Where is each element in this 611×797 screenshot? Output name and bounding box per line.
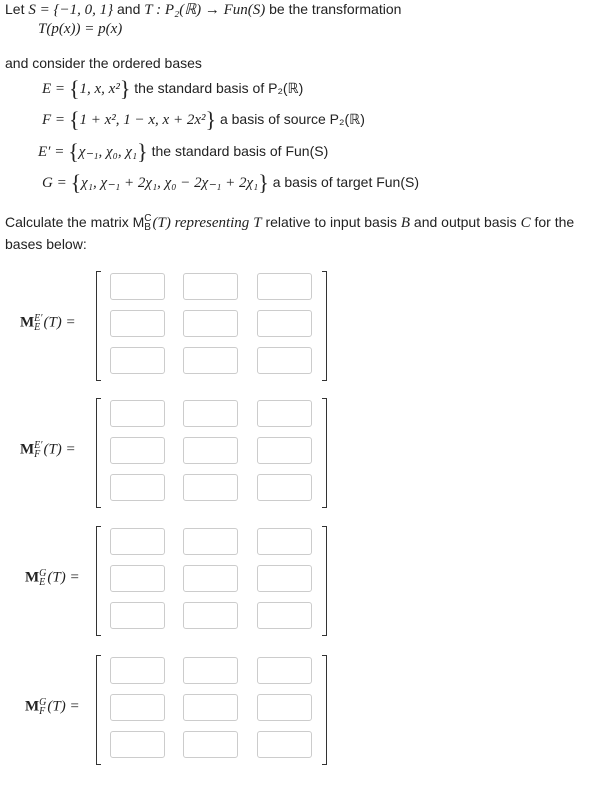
matrix-4-cell-r2c3[interactable] [257,694,312,721]
matrix-1-cell-r3c3[interactable] [257,347,312,374]
matrix-3-cell-r2c3[interactable] [257,565,312,592]
matrix-3-cell-r3c1[interactable] [110,602,165,629]
matrix-2-cell-r1c1[interactable] [110,400,165,427]
right-bracket [322,526,327,636]
matrix-3-cell-r1c3[interactable] [257,528,312,555]
matrix-4-cell-r1c2[interactable] [183,657,238,684]
matrix-1-cell-r1c3[interactable] [257,273,312,300]
matrix-label: MG E (T) = [25,568,80,588]
instruction-line: Calculate the matrix MC B (T) representing T relative to input basis B and output basis C for the [5,213,575,234]
matrix-label: MG F (T) = [25,697,80,717]
right-bracket [322,398,327,508]
intro-line: Let S = {−1, 0, 1} and T : P₂(ℝ) → Fun(S) be the transformation [5,1,402,18]
matrix-4-cell-r3c1[interactable] [110,731,165,758]
matrix-4-cell-r2c1[interactable] [110,694,165,721]
matrix-3-cell-r1c2[interactable] [183,528,238,555]
matrix-2-cell-r3c1[interactable] [110,474,165,501]
matrix-1-cell-r3c2[interactable] [183,347,238,374]
basis-f: F = {1 + x², 1 − x, x + 2x²} a basis of source P₂(ℝ) [42,107,365,132]
matrix-1-cell-r2c3[interactable] [257,310,312,337]
basis-g: G = {χ₁, χ₋₁ + 2χ₁, χ₀ − 2χ₋₁ + 2χ₁} a basis of target Fun(S) [42,170,420,195]
left-bracket [96,271,101,381]
matrix-label: ME′ E (T) = [20,313,76,333]
matrix-label: ME′ F (T) = [20,440,76,460]
matrix-1-cell-r3c1[interactable] [110,347,165,374]
matrix-1-cell-r2c1[interactable] [110,310,165,337]
matrix-1-cell-r1c1[interactable] [110,273,165,300]
matrix-1-cell-r1c2[interactable] [183,273,238,300]
right-bracket [322,655,327,765]
t-rule: T(p(x)) = p(x) [38,21,123,37]
matrix-3-cell-r2c1[interactable] [110,565,165,592]
matrix-2-cell-r2c2[interactable] [183,437,238,464]
matrix-2-cell-r2c3[interactable] [257,437,312,464]
matrix-4-cell-r3c3[interactable] [257,731,312,758]
t-mapping: T : P₂(ℝ) → Fun(S) [144,2,266,18]
matrix-2-cell-r2c1[interactable] [110,437,165,464]
matrix-2-cell-r3c2[interactable] [183,474,238,501]
s-definition: S = {−1, 0, 1} [28,2,114,18]
matrix-2-cell-r3c3[interactable] [257,474,312,501]
matrix-4-cell-r3c2[interactable] [183,731,238,758]
matrix-2-cell-r1c2[interactable] [183,400,238,427]
left-bracket [96,655,101,765]
left-bracket [96,398,101,508]
basis-e: E = {1, x, x²} the standard basis of P₂(ℝ) [42,76,304,101]
matrix-3-cell-r3c3[interactable] [257,602,312,629]
matrix-4-cell-r2c2[interactable] [183,694,238,721]
matrix-3-cell-r2c2[interactable] [183,565,238,592]
instruction-line-2: bases below: [5,236,87,252]
matrix-3-cell-r3c2[interactable] [183,602,238,629]
right-bracket [322,271,327,381]
basis-e-prime: E′ = {χ₋₁, χ₀, χ₁} the standard basis of Fun(S) [38,139,329,164]
matrix-4-cell-r1c3[interactable] [257,657,312,684]
matrix-2-cell-r1c3[interactable] [257,400,312,427]
matrix-3-cell-r1c1[interactable] [110,528,165,555]
matrix-4-cell-r1c1[interactable] [110,657,165,684]
consider-text: and consider the ordered bases [5,55,202,71]
left-bracket [96,526,101,636]
matrix-1-cell-r2c2[interactable] [183,310,238,337]
